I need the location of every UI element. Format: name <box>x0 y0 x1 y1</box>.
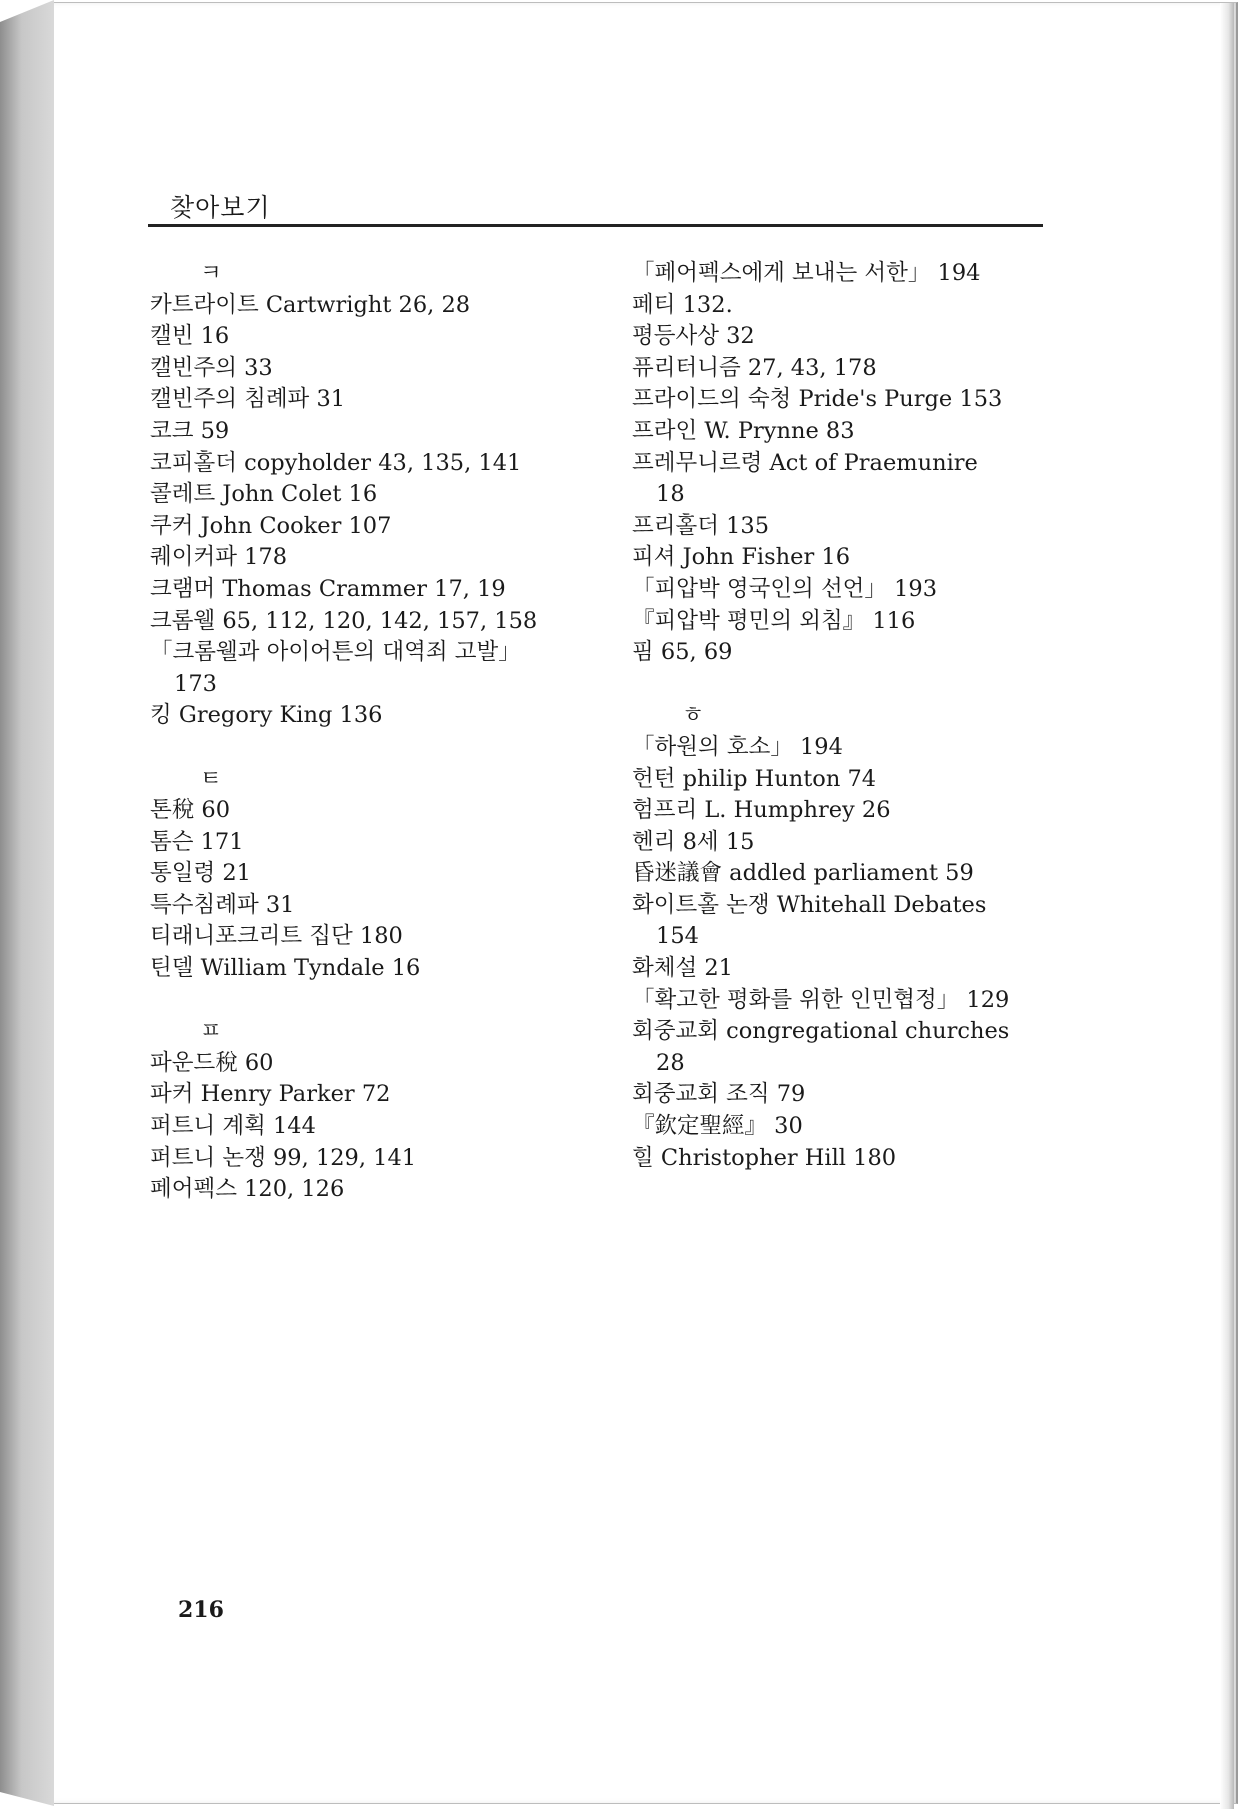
index-entry: 파커 Henry Parker 72 <box>150 1081 391 1108</box>
index-entry: 핌 65, 69 <box>632 639 733 666</box>
index-column-right <box>632 258 1052 1174</box>
index-entry: 「확고한 평화를 위한 인민협정」 129 <box>632 986 1010 1013</box>
index-entry: 프라이드의 숙청 Pride's Purge 153 <box>632 386 1003 413</box>
index-entry: 코크 59 <box>150 417 230 444</box>
index-entry: 프리홀더 135 <box>632 512 770 539</box>
index-entry: 코피홀더 copyholder 43, 135, 141 <box>150 449 522 476</box>
index-entry: 昏迷議會 addled parliament 59 <box>632 860 974 887</box>
index-entry: 틴델 William Tyndale 16 <box>150 955 421 982</box>
index-entry: 험프리 L. Humphrey 26 <box>632 797 891 824</box>
section-letter: ㅌ <box>200 765 222 792</box>
index-entry: 헨리 8세 15 <box>632 828 755 855</box>
index-entry: 「페어펙스에게 보내는 서한」 194 <box>632 260 981 286</box>
index-column-left <box>150 258 570 1206</box>
index-entry: 캘빈 16 <box>150 323 230 350</box>
index-entry-continuation: 154 <box>656 923 699 950</box>
header-rule <box>148 224 1043 227</box>
index-entry: 퀘이커파 178 <box>150 544 288 571</box>
index-entry: 쿠커 John Cooker 107 <box>150 512 392 539</box>
index-entry: 퍼트니 계획 144 <box>150 1113 316 1140</box>
index-entry: 퍼트니 논쟁 99, 129, 141 <box>150 1144 417 1171</box>
index-entry: 「하원의 호소」 194 <box>632 733 843 760</box>
index-entry: 회중교회 조직 79 <box>632 1081 806 1108</box>
index-entry: 파운드稅 60 <box>150 1049 274 1076</box>
index-entry: 『피압박 평민의 외침』 116 <box>632 607 916 634</box>
index-entry: 페어펙스 120, 126 <box>150 1176 345 1203</box>
index-entry: 프레무니르령 Act of Praemunire <box>632 449 978 476</box>
index-entry: 티래니포크리트 집단 180 <box>150 923 403 950</box>
index-entry: 콜레트 John Colet 16 <box>150 481 378 508</box>
index-entry: 『欽定聖經』 30 <box>632 1113 803 1140</box>
section-gap <box>150 985 570 1017</box>
index-entry: 페티 132. <box>632 291 733 318</box>
index-entry: 크램머 Thomas Crammer 17, 19 <box>150 575 506 602</box>
index-entry: 캘빈주의 33 <box>150 354 273 381</box>
index-entry: 힐 Christopher Hill 180 <box>632 1144 897 1171</box>
section-letter: ㅍ <box>200 1018 222 1045</box>
page-edge <box>1220 3 1234 1809</box>
index-entry: 프라인 W. Prynne 83 <box>632 417 855 444</box>
book-spine <box>0 0 54 1806</box>
index-entry: 킹 Gregory King 136 <box>150 702 383 729</box>
section-gap <box>150 732 570 764</box>
index-entry: 평등사상 32 <box>632 323 755 350</box>
index-entry: 특수침례파 31 <box>150 891 295 918</box>
index-entry: 카트라이트 Cartwright 26, 28 <box>150 291 471 318</box>
index-entry: 크롬웰 65, 112, 120, 142, 157, 158 <box>150 607 538 634</box>
section-letter: ㅎ <box>682 702 704 729</box>
section-gap <box>632 669 1052 701</box>
page-title: 찾아보기 <box>170 193 271 222</box>
index-entry: 회중교회 congregational churches <box>632 1018 1010 1045</box>
page-number: 216 <box>178 1597 224 1623</box>
index-entry-continuation: 28 <box>656 1049 685 1076</box>
index-entry: 톤稅 60 <box>150 797 231 824</box>
index-entry: 톰슨 171 <box>150 828 244 855</box>
index-entry: 피셔 John Fisher 16 <box>632 544 851 571</box>
index-entry-continuation: 18 <box>656 481 685 508</box>
index-entry: 「크롬웰과 아이어튼의 대역죄 고발」 <box>150 639 521 666</box>
index-entry: 화이트홀 논쟁 Whitehall Debates <box>632 891 987 918</box>
index-entry: 「피압박 영국인의 선언」 193 <box>632 575 938 602</box>
section-letter: ㅋ <box>200 260 222 286</box>
index-entry-continuation: 173 <box>174 670 217 697</box>
index-entry: 통일령 21 <box>150 860 251 887</box>
index-entry: 헌턴 philip Hunton 74 <box>632 765 877 792</box>
index-entry: 캘빈주의 침례파 31 <box>150 386 346 413</box>
index-entry: 퓨리터니즘 27, 43, 178 <box>632 354 877 381</box>
index-entry: 화체설 21 <box>632 955 733 982</box>
